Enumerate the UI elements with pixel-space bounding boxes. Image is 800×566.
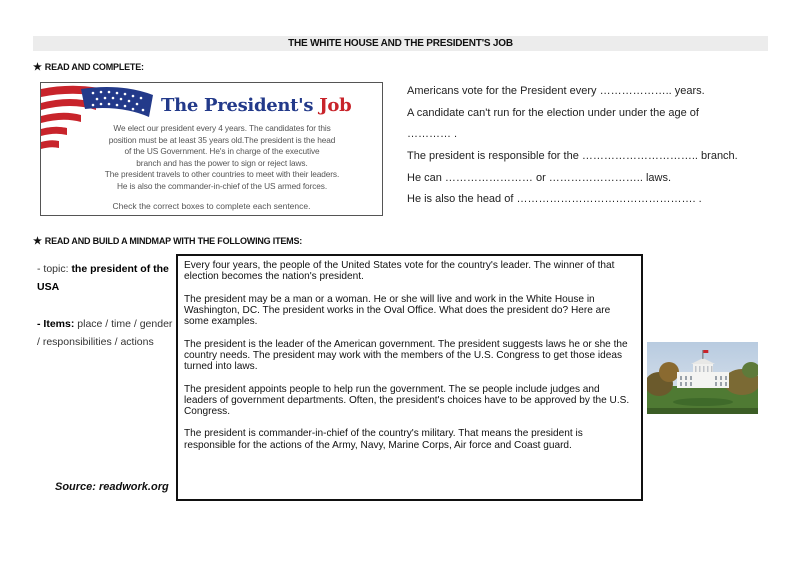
white-house-photo	[647, 342, 758, 414]
worksheet-title: THE WHITE HOUSE AND THE PRESIDENT'S JOB	[33, 36, 768, 51]
star-icon: ★	[33, 236, 42, 247]
reading-paragraph: The president appoints people to help run the government. The se people include judges and leaders of government departments. Often, the president's choices have to be approved by the U.S. Congress.	[184, 383, 630, 417]
section-label: READ AND COMPLETE:	[44, 62, 144, 72]
completion-questions	[407, 84, 767, 214]
section-label: READ AND BUILD A MINDMAP WITH THE FOLLOWING ITEMS:	[44, 236, 303, 246]
reading-paragraph: The president is commander-in-chief of the country's military. That means the president is responsible for the actions of the Army, Navy, Marine Corps, Air force and Coast guard.	[184, 428, 583, 451]
question-line: A candidate can't run for the election under under the age of	[407, 106, 699, 119]
section-mindmap	[33, 236, 302, 247]
presidents-job-card	[40, 82, 383, 216]
card-text: We elect our president every 4 years. The candidates for this position must be at least 35 years old.The president is the head of the US Government. He's in charge of the executive branch and has the power to sign or reject laws. The president travels to other countries to meet with their leaders. He is also the commander-in-chief of the US armed forces.	[104, 123, 340, 191]
question-line: ………… .	[407, 128, 458, 141]
question-line: Americans vote for the President every ……………….. years.	[407, 85, 705, 97]
question-line: The president is responsible for the ………………………….. branch.	[407, 150, 738, 163]
section-read-complete	[33, 62, 144, 73]
reading-paragraph: Every four years, the people of the United States vote for the country's leader. The winner of that election becomes the nation's president.	[184, 260, 615, 283]
question-line: He is also the head of …………………………………………. .	[407, 193, 702, 206]
question-line: He can …………………… or …………………….. laws.	[407, 171, 672, 184]
source-credit: Source: readwork.org	[55, 481, 169, 493]
reading-text-box	[176, 254, 643, 501]
reading-paragraph: The president may be a man or a woman. He or she will live and work in the White House in Washington, DC. The president works in the Oval Office. What does the president do? Here are some examples.	[184, 293, 611, 328]
star-icon: ★	[33, 62, 42, 73]
reading-paragraph: The president is the leader of the American government. The president suggests laws he or she the country needs. The president may work with the members of the U.S. Congress to get those ideas turned into laws.	[184, 338, 628, 373]
card-title: The President's Job	[161, 95, 352, 116]
mindmap-topic: - topic: the president of the USA	[37, 263, 169, 293]
mindmap-items: - Items: place / time / gender / responsibilities / actions	[37, 318, 173, 348]
card-footer: Check the correct boxes to complete each sentence.	[112, 201, 311, 211]
